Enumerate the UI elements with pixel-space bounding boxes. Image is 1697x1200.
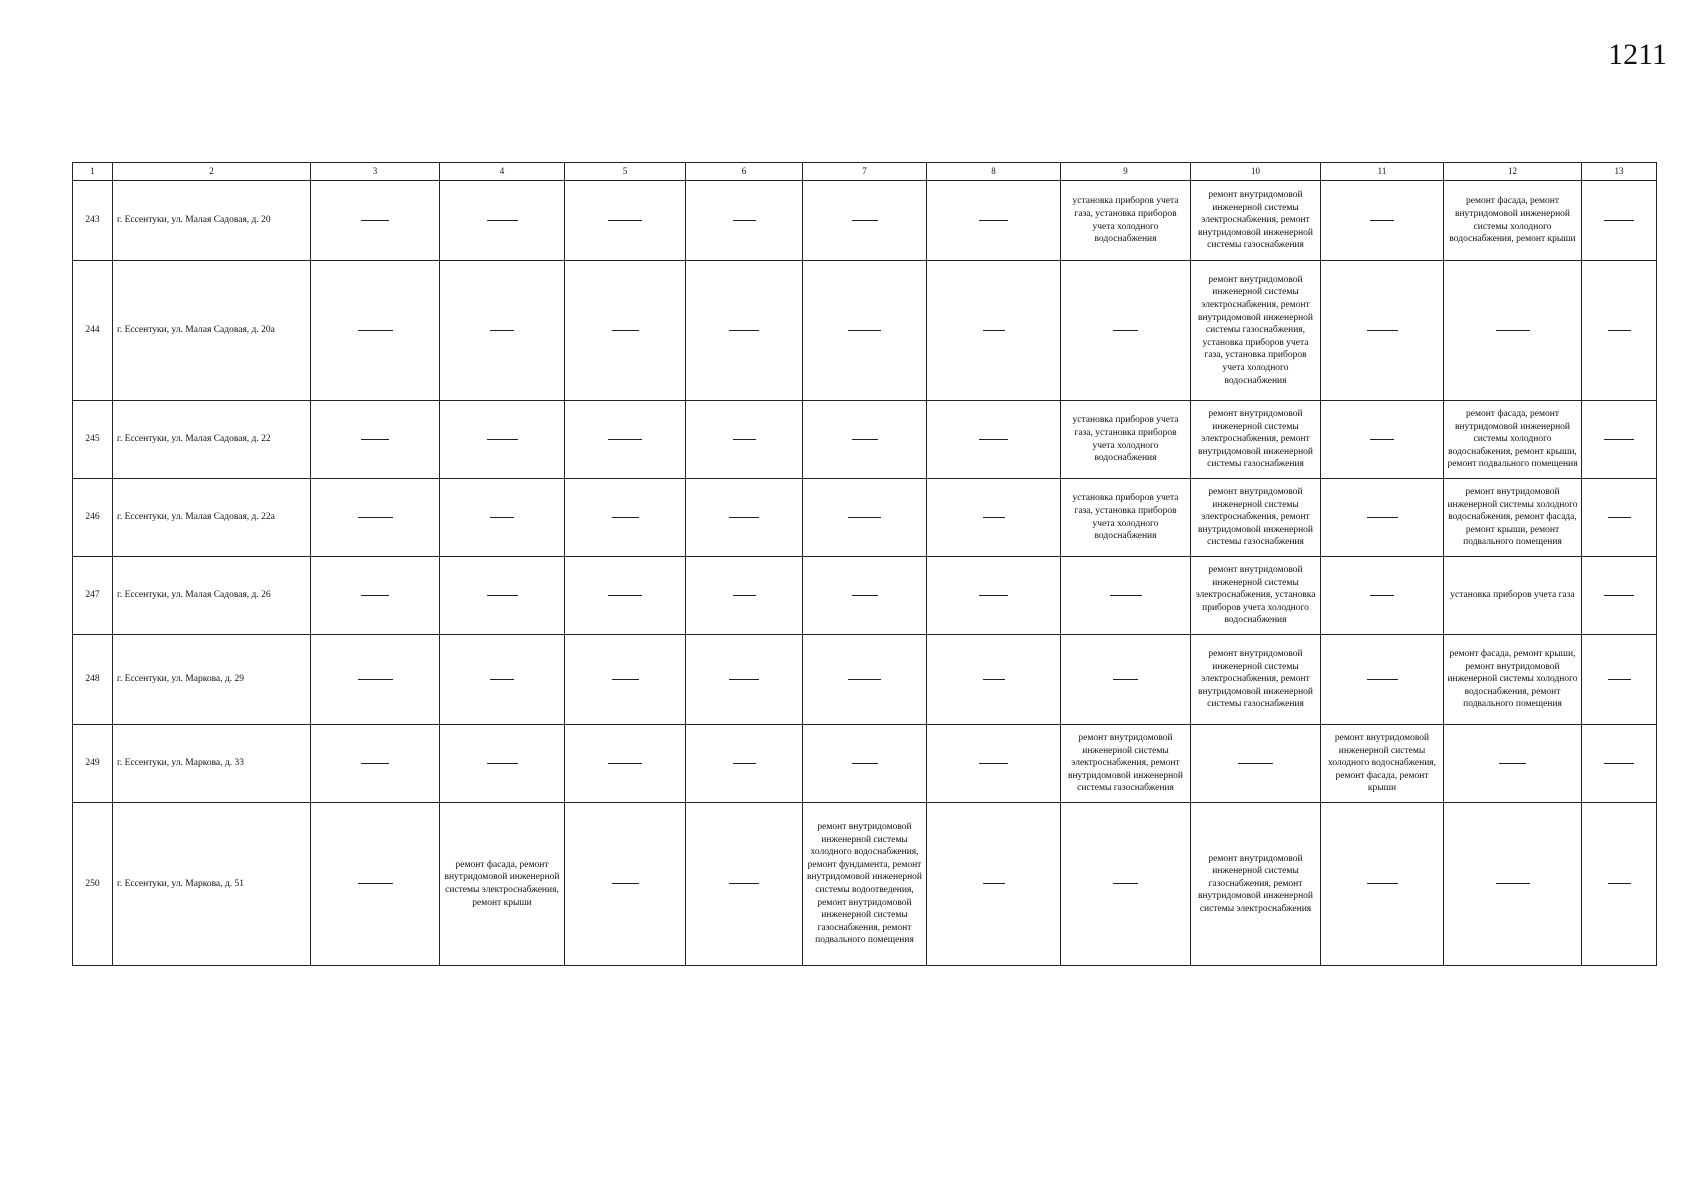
works-cell: ремонт внутридомовой инженерной системы электроснабжения, ремонт внутридомовой инженерной системы газоснабжения (1191, 401, 1321, 479)
dash-mark (729, 679, 759, 680)
empty-cell (927, 181, 1061, 261)
empty-cell (440, 401, 565, 479)
empty-cell (565, 725, 686, 803)
empty-cell (1321, 635, 1444, 725)
address-cell: г. Ессентуки, ул. Малая Садовая, д. 20 (113, 181, 311, 261)
works-cell: ремонт внутридомовой инженерной системы электроснабжения, ремонт внутридомовой инженерной системы газоснабжения, установка приборов учета газа, установка приборов учета холодного водоснабжения (1191, 261, 1321, 401)
dash-mark (729, 883, 759, 884)
row-number: 243 (73, 181, 113, 261)
dash-mark (733, 220, 756, 221)
dash-mark (1370, 220, 1394, 221)
empty-cell (686, 181, 803, 261)
dash-mark (1499, 763, 1526, 764)
dash-mark (608, 763, 642, 764)
row-number: 248 (73, 635, 113, 725)
column-number-9: 9 (1061, 163, 1191, 181)
empty-cell (803, 635, 927, 725)
dash-mark (487, 763, 518, 764)
dash-mark (1604, 220, 1634, 221)
empty-cell (1582, 557, 1657, 635)
dash-mark (1113, 883, 1138, 884)
works-cell: ремонт внутридомовой инженерной системы холодного водоснабжения, ремонт фасада, ремонт крыши, ремонт подвального помещения (1444, 479, 1582, 557)
dash-mark (1367, 679, 1398, 680)
column-number-5: 5 (565, 163, 686, 181)
column-number-6: 6 (686, 163, 803, 181)
empty-cell (440, 479, 565, 557)
dash-mark (608, 439, 642, 440)
column-number-11: 11 (1321, 163, 1444, 181)
empty-cell (803, 261, 927, 401)
empty-cell (1582, 401, 1657, 479)
row-number: 249 (73, 725, 113, 803)
dash-mark (361, 220, 389, 221)
empty-cell (311, 803, 440, 966)
empty-cell (686, 725, 803, 803)
empty-cell (1061, 635, 1191, 725)
dash-mark (358, 679, 393, 680)
empty-cell (565, 557, 686, 635)
empty-cell (686, 557, 803, 635)
dash-mark (608, 220, 642, 221)
empty-cell (927, 635, 1061, 725)
empty-cell (927, 261, 1061, 401)
dash-mark (490, 330, 514, 331)
dash-mark (983, 679, 1005, 680)
empty-cell (440, 181, 565, 261)
dash-mark (733, 763, 756, 764)
address-cell: г. Ессентуки, ул. Малая Садовая, д. 22а (113, 479, 311, 557)
row-number: 246 (73, 479, 113, 557)
table-row (73, 261, 1657, 401)
address-cell: г. Ессентуки, ул. Маркова, д. 33 (113, 725, 311, 803)
dash-mark (358, 883, 393, 884)
dash-mark (733, 595, 756, 596)
works-cell: ремонт внутридомовой инженерной системы электроснабжения, ремонт внутридомовой инженерной системы газоснабжения (1191, 479, 1321, 557)
empty-cell (1444, 803, 1582, 966)
empty-cell (311, 635, 440, 725)
empty-cell (927, 725, 1061, 803)
empty-cell (311, 261, 440, 401)
repair-program-table (72, 162, 1657, 966)
empty-cell (1582, 725, 1657, 803)
table-row (73, 557, 1657, 635)
empty-cell (565, 635, 686, 725)
dash-mark (1367, 883, 1398, 884)
empty-cell (565, 401, 686, 479)
dash-mark (1496, 883, 1530, 884)
dash-mark (1608, 883, 1631, 884)
dash-mark (487, 595, 518, 596)
dash-mark (1367, 330, 1398, 331)
dash-mark (490, 517, 514, 518)
dash-mark (358, 330, 393, 331)
empty-cell (1321, 401, 1444, 479)
dash-mark (729, 330, 759, 331)
column-number-10: 10 (1191, 163, 1321, 181)
works-cell: ремонт фасада, ремонт внутридомовой инженерной системы электроснабжения, ремонт крыши (440, 803, 565, 966)
table-row (73, 181, 1657, 261)
dash-mark (1608, 517, 1631, 518)
empty-cell (1582, 803, 1657, 966)
works-cell: ремонт внутридомовой инженерной системы холодного водоснабжения, ремонт фундамента, ремонт внутридомовой инженерной системы водоотведения, ремонт внутридомовой инженерной системы газоснабжения, ремонт подвального помещения (803, 803, 927, 966)
empty-cell (311, 181, 440, 261)
dash-mark (1370, 439, 1394, 440)
dash-mark (979, 763, 1008, 764)
empty-cell (686, 635, 803, 725)
table-row (73, 725, 1657, 803)
empty-cell (1321, 261, 1444, 401)
empty-cell (1061, 803, 1191, 966)
address-cell: г. Ессентуки, ул. Маркова, д. 29 (113, 635, 311, 725)
dash-mark (848, 679, 881, 680)
empty-cell (1582, 181, 1657, 261)
page-number: 1211 (1608, 38, 1667, 71)
dash-mark (612, 330, 639, 331)
works-cell: ремонт внутридомовой инженерной системы холодного водоснабжения, ремонт фасада, ремонт крыши (1321, 725, 1444, 803)
dash-mark (733, 439, 756, 440)
empty-cell (311, 557, 440, 635)
works-cell: ремонт внутридомовой инженерной системы электроснабжения, ремонт внутридомовой инженерной системы газоснабжения (1061, 725, 1191, 803)
dash-mark (729, 517, 759, 518)
row-number: 245 (73, 401, 113, 479)
empty-cell (565, 803, 686, 966)
address-cell: г. Ессентуки, ул. Малая Садовая, д. 20а (113, 261, 311, 401)
empty-cell (1582, 261, 1657, 401)
empty-cell (803, 181, 927, 261)
column-number-1: 1 (73, 163, 113, 181)
dash-mark (1608, 330, 1631, 331)
dash-mark (979, 595, 1008, 596)
empty-cell (1582, 479, 1657, 557)
table-row (73, 401, 1657, 479)
empty-cell (686, 261, 803, 401)
empty-cell (311, 725, 440, 803)
empty-cell (440, 557, 565, 635)
dash-mark (852, 220, 878, 221)
column-number-8: 8 (927, 163, 1061, 181)
column-number-row (73, 163, 1657, 181)
works-cell: ремонт внутридомовой инженерной системы электроснабжения, установка приборов учета холодного водоснабжения (1191, 557, 1321, 635)
empty-cell (1444, 725, 1582, 803)
dash-mark (1496, 330, 1530, 331)
empty-cell (565, 479, 686, 557)
address-cell: г. Ессентуки, ул. Малая Садовая, д. 22 (113, 401, 311, 479)
empty-cell (565, 261, 686, 401)
dash-mark (612, 517, 639, 518)
column-number-12: 12 (1444, 163, 1582, 181)
empty-cell (1191, 725, 1321, 803)
dash-mark (1608, 679, 1631, 680)
empty-cell (1444, 261, 1582, 401)
empty-cell (311, 479, 440, 557)
dash-mark (1604, 595, 1634, 596)
dash-mark (361, 595, 389, 596)
column-number-2: 2 (113, 163, 311, 181)
empty-cell (1321, 181, 1444, 261)
dash-mark (1113, 679, 1138, 680)
column-number-3: 3 (311, 163, 440, 181)
dash-mark (848, 330, 881, 331)
works-cell: ремонт внутридомовой инженерной системы газоснабжения, ремонт внутридомовой инженерной системы электроснабжения (1191, 803, 1321, 966)
dash-mark (612, 883, 639, 884)
dash-mark (361, 763, 389, 764)
dash-mark (608, 595, 642, 596)
dash-mark (852, 595, 878, 596)
empty-cell (1321, 479, 1444, 557)
empty-cell (565, 181, 686, 261)
table-row (73, 803, 1657, 966)
row-number: 250 (73, 803, 113, 966)
dash-mark (979, 220, 1008, 221)
dash-mark (848, 517, 881, 518)
dash-mark (983, 330, 1005, 331)
empty-cell (311, 401, 440, 479)
works-cell: установка приборов учета газа (1444, 557, 1582, 635)
column-number-7: 7 (803, 163, 927, 181)
works-cell: установка приборов учета газа, установка приборов учета холодного водоснабжения (1061, 479, 1191, 557)
dash-mark (1113, 330, 1138, 331)
empty-cell (803, 725, 927, 803)
empty-cell (927, 401, 1061, 479)
empty-cell (803, 401, 927, 479)
row-number: 247 (73, 557, 113, 635)
dash-mark (852, 439, 878, 440)
empty-cell (803, 479, 927, 557)
dash-mark (983, 883, 1005, 884)
empty-cell (1061, 557, 1191, 635)
dash-mark (487, 439, 518, 440)
dash-mark (1604, 763, 1634, 764)
empty-cell (1061, 261, 1191, 401)
dash-mark (1370, 595, 1394, 596)
works-cell: ремонт внутридомовой инженерной системы электроснабжения, ремонт внутридомовой инженерной системы газоснабжения (1191, 181, 1321, 261)
dash-mark (1604, 439, 1634, 440)
column-number-13: 13 (1582, 163, 1657, 181)
column-number-4: 4 (440, 163, 565, 181)
address-cell: г. Ессентуки, ул. Малая Садовая, д. 26 (113, 557, 311, 635)
dash-mark (983, 517, 1005, 518)
dash-mark (361, 439, 389, 440)
table-row (73, 635, 1657, 725)
works-cell: установка приборов учета газа, установка приборов учета холодного водоснабжения (1061, 181, 1191, 261)
works-cell: ремонт фасада, ремонт внутридомовой инженерной системы холодного водоснабжения, ремонт крыши (1444, 181, 1582, 261)
dash-mark (358, 517, 393, 518)
empty-cell (686, 803, 803, 966)
table-row (73, 479, 1657, 557)
empty-cell (803, 557, 927, 635)
empty-cell (1321, 557, 1444, 635)
empty-cell (440, 261, 565, 401)
empty-cell (686, 401, 803, 479)
works-cell: ремонт фасада, ремонт внутридомовой инженерной системы холодного водоснабжения, ремонт крыши, ремонт подвального помещения (1444, 401, 1582, 479)
empty-cell (927, 557, 1061, 635)
dash-mark (1110, 595, 1142, 596)
works-cell: установка приборов учета газа, установка приборов учета холодного водоснабжения (1061, 401, 1191, 479)
dash-mark (1238, 763, 1273, 764)
dash-mark (979, 439, 1008, 440)
dash-mark (490, 679, 514, 680)
dash-mark (612, 679, 639, 680)
address-cell: г. Ессентуки, ул. Маркова, д. 51 (113, 803, 311, 966)
empty-cell (927, 803, 1061, 966)
empty-cell (1582, 635, 1657, 725)
row-number: 244 (73, 261, 113, 401)
dash-mark (487, 220, 518, 221)
empty-cell (440, 635, 565, 725)
dash-mark (1367, 517, 1398, 518)
works-cell: ремонт фасада, ремонт крыши, ремонт внутридомовой инженерной системы холодного водоснабжения, ремонт подвального помещения (1444, 635, 1582, 725)
empty-cell (440, 725, 565, 803)
dash-mark (852, 763, 878, 764)
empty-cell (927, 479, 1061, 557)
empty-cell (1321, 803, 1444, 966)
empty-cell (686, 479, 803, 557)
works-cell: ремонт внутридомовой инженерной системы электроснабжения, ремонт внутридомовой инженерной системы газоснабжения (1191, 635, 1321, 725)
